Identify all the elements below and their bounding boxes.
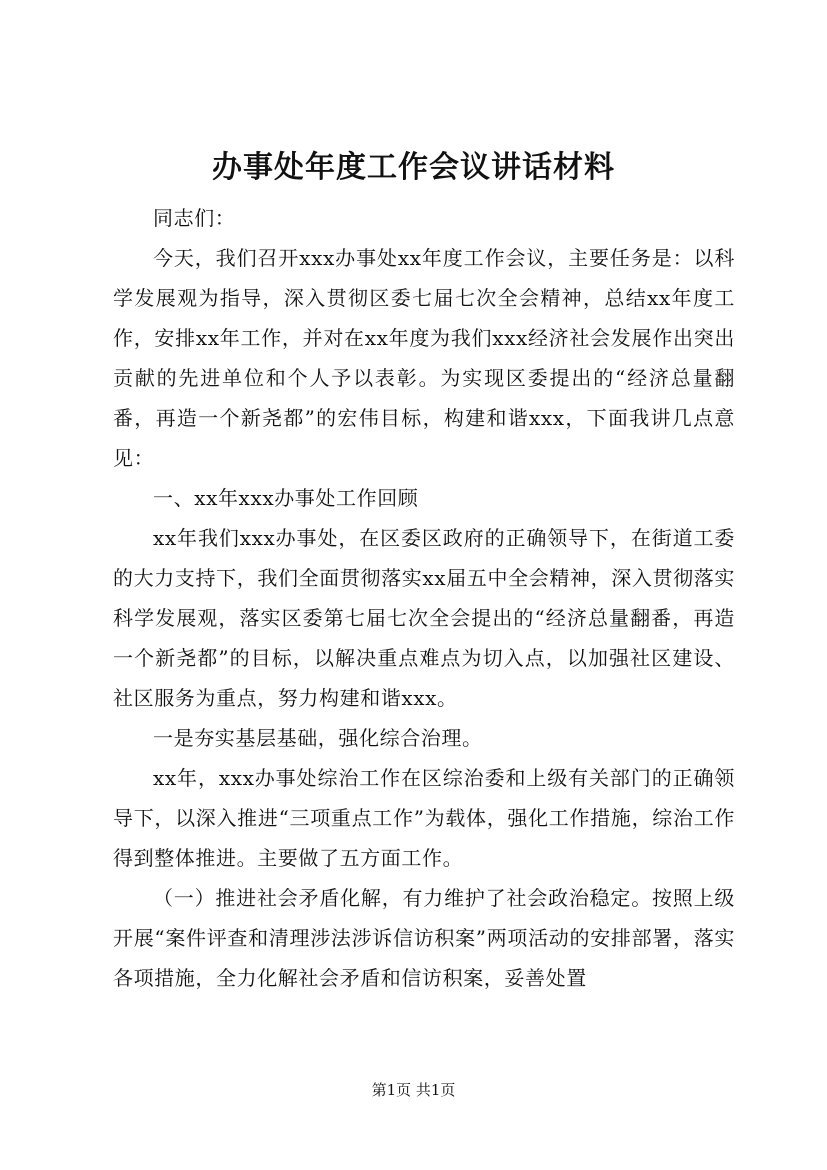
greeting-paragraph: 同志们： — [153, 206, 236, 230]
document-body — [113, 198, 735, 998]
subheading-1: 一是夯实基层基础，强化综合治理。 — [153, 726, 483, 750]
page-number-footer: 第1页 共1页 — [371, 1081, 456, 1099]
intro-paragraph: 今天，我们召开xxx办事处xx年度工作会议，主要任务是：以科学发展观为指导，深入贯彻区委七届七次全会精神，总结xx年度工作，安排xx年工作，并对在xx年度为我们xxx经济社会发展作出突出贡献的先进单位和个人予以表彰。为实现区委提出的“经济总量翻番，再造一个新尧都”的宏伟目标，构建和谐xxx，下面我讲几点意见： — [113, 246, 735, 470]
governance-paragraph: xx年，xxx办事处综治工作在区综治委和上级有关部门的正确领导下，以深入推进“三项重点工作”为载体，强化工作措施，综治工作得到整体推进。主要做了五方面工作。 — [113, 766, 735, 870]
review-paragraph: xx年我们xxx办事处，在区委区政府的正确领导下，在街道工委的大力支持下，我们全面贯彻落实xx届五中全会精神，深入贯彻落实科学发展观，落实区委第七届七次全会提出的“经济总量翻番，再造一个新尧都”的目标，以解决重点难点为切入点，以加强社区建设、社区服务为重点，努力构建和谐xxx。 — [113, 526, 735, 710]
document-title: 办事处年度工作会议讲话材料 — [212, 150, 615, 185]
item-1-paragraph: （一）推进社会矛盾化解，有力维护了社会政治稳定。按照上级开展“案件评查和清理涉法涉诉信访积案”两项活动的安排部署，落实各项措施，全力化解社会矛盾和信访积案，妥善处置 — [113, 886, 735, 990]
section-heading-1: 一、xx年xxx办事处工作回顾 — [153, 486, 419, 510]
